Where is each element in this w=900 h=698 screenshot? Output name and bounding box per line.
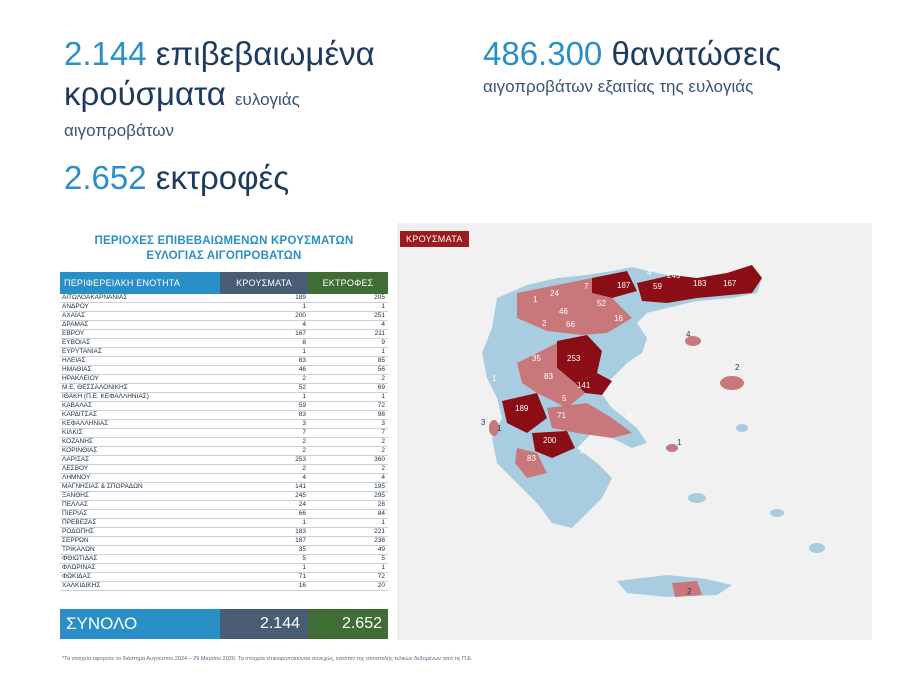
map-label: 245 [667, 271, 681, 280]
cases-cell: 3 [220, 420, 308, 429]
region-cell: ΑΝΔΡΟΥ [60, 303, 220, 312]
cases-cell: 2 [220, 447, 308, 456]
cases-cell: 245 [220, 492, 308, 501]
cases-cell: 187 [220, 537, 308, 546]
region-cell: ΗΡΑΚΛΕΙΟΥ [60, 375, 220, 384]
map-label: 5 [562, 394, 567, 403]
table-row [60, 384, 388, 393]
table-row [60, 456, 388, 465]
farms-text: εκτροφές [155, 159, 290, 196]
table-row [60, 420, 388, 429]
map-label: 2 [542, 319, 547, 328]
table-row [60, 447, 388, 456]
map-island-dodecanese [770, 509, 784, 517]
region-cell: ΛΑΡΙΣΑΣ [60, 456, 220, 465]
cases-text2: κρούσματα [64, 75, 226, 112]
table-row [60, 555, 388, 564]
cases-cell: 253 [220, 456, 308, 465]
map-label: 2 [735, 363, 740, 372]
table-row [60, 375, 388, 384]
map-label: 1 [533, 295, 538, 304]
total-row [60, 609, 388, 639]
header-region: ΠΕΡΙΦΕΡΕΙΑΚΗ ΕΝΟΤΗΤΑ [60, 272, 220, 294]
table-row [60, 474, 388, 483]
region-cell: ΦΩΚΙΔΑΣ [60, 573, 220, 582]
cases-cell: 1 [220, 348, 308, 357]
map-label: 141 [577, 381, 591, 390]
region-cell: ΗΛΕΙΑΣ [60, 357, 220, 366]
cases-cell: 4 [220, 474, 308, 483]
table-body [60, 294, 388, 591]
region-cell: ΦΘΙΩΤΙΔΑΣ [60, 555, 220, 564]
map-label: 167 [723, 279, 737, 288]
map-island-chios [736, 424, 748, 432]
region-cell: ΚΟΡΙΝΘΙΑΣ [60, 447, 220, 456]
map-label: 52 [597, 299, 606, 308]
farms-number: 2.652 [64, 159, 147, 196]
farms-cell: 20 [308, 582, 388, 591]
map-label: 83 [544, 372, 553, 381]
table-title-line2: ΕΥΛΟΓΙΑΣ ΑΙΓΟΠΡΟΒΑΤΩΝ [146, 250, 302, 262]
table-row [60, 483, 388, 492]
region-cell: ΜΑΓΝΗΣΙΑΣ & ΣΠΟΡΑΔΩΝ [60, 483, 220, 492]
table-row [60, 546, 388, 555]
map-label: 1 [497, 424, 502, 433]
cases-table [60, 272, 388, 591]
farms-cell: 28 [308, 501, 388, 510]
cases-cell: 2 [220, 438, 308, 447]
table-header-row [60, 272, 388, 294]
table-row [60, 321, 388, 330]
cases-cell: 2 [220, 465, 308, 474]
farms-cell: 7 [308, 429, 388, 438]
footnote: *Τα στοιχεία αφορούν το διάστημα Αυγούστου 2024 – 29 Μαρτίου 2026. Τα στοιχεία επικαιροποιούνται συνεχώς, κατόπιν της αποστολής τελικών δεδομένων από τις Π.Ε. [62, 656, 473, 662]
farms-cell: 5 [308, 555, 388, 564]
region-cell: ΚΕΦΑΛΛΗΝΙΑΣ [60, 420, 220, 429]
table-row [60, 510, 388, 519]
farms-cell: 2 [308, 375, 388, 384]
cases-cell: 35 [220, 546, 308, 555]
cases-cell: 1 [220, 393, 308, 402]
table-row [60, 492, 388, 501]
map-label: 59 [653, 282, 662, 291]
region-cell: ΙΘΑΚΗ (Π.Ε. ΚΕΦΑΛΛΗΝΙΑΣ) [60, 393, 220, 402]
cases-cell: 189 [220, 294, 308, 303]
region-cell: ΧΑΛΚΙΔΙΚΗΣ [60, 582, 220, 591]
table-row [60, 411, 388, 420]
cases-text1: επιβεβαιωμένα [155, 35, 375, 72]
farms-cell: 238 [308, 537, 388, 546]
headline-farms [64, 158, 289, 198]
farms-cell: 56 [308, 366, 388, 375]
cases-cell: 83 [220, 411, 308, 420]
farms-cell: 211 [308, 330, 388, 339]
farms-cell: 98 [308, 411, 388, 420]
map-label: 200 [543, 436, 557, 445]
deaths-text: θανατώσεις [611, 35, 782, 72]
cases-cell: 83 [220, 357, 308, 366]
map-label: 189 [515, 404, 529, 413]
map-island-cyclades [688, 493, 706, 503]
headline-deaths [483, 34, 883, 98]
headline-cases [64, 34, 444, 142]
cases-text3: ευλογιάς [234, 90, 300, 109]
map-label: 83 [527, 454, 536, 463]
table-row [60, 357, 388, 366]
table-row [60, 537, 388, 546]
map-label: 8 [627, 411, 632, 420]
map-label: 253 [567, 354, 581, 363]
region-cell: ΚΟΖΑΝΗΣ [60, 438, 220, 447]
cases-cell: 16 [220, 582, 308, 591]
farms-cell: 2 [308, 447, 388, 456]
region-cell: ΠΕΛΛΑΣ [60, 501, 220, 510]
farms-cell: 72 [308, 573, 388, 582]
table-row [60, 465, 388, 474]
farms-cell: 195 [308, 483, 388, 492]
farms-cell: 221 [308, 528, 388, 537]
map-island-lesvos [720, 376, 744, 390]
cases-number: 2.144 [64, 35, 147, 72]
region-cell: ΕΥΡΥΤΑΝΙΑΣ [60, 348, 220, 357]
region-cell: ΤΡΙΚΑΛΩΝ [60, 546, 220, 555]
map-label: 4 [686, 330, 691, 339]
table-title-line1: ΠΕΡΙΟΧΕΣ ΕΠΙΒΕΒΑΙΩΜΕΝΩΝ ΚΡΟΥΣΜΑΤΩΝ [94, 235, 354, 247]
table-row [60, 519, 388, 528]
farms-cell: 1 [308, 348, 388, 357]
cases-cell: 1 [220, 564, 308, 573]
map-label: 2 [687, 587, 692, 596]
cases-cell: 1 [220, 519, 308, 528]
table-row [60, 330, 388, 339]
table-row [60, 564, 388, 573]
farms-cell: 49 [308, 546, 388, 555]
cases-cell: 8 [220, 339, 308, 348]
farms-cell: 2 [308, 465, 388, 474]
table-row [60, 303, 388, 312]
cases-cell: 4 [220, 321, 308, 330]
greece-map [397, 223, 872, 640]
total-label: ΣΥΝΟΛΟ [60, 609, 220, 639]
region-cell: ΑΧΑΪΑΣ [60, 312, 220, 321]
table-row [60, 366, 388, 375]
region-cell: ΗΜΑΘΙΑΣ [60, 366, 220, 375]
map-label: 35 [532, 354, 541, 363]
farms-cell: 360 [308, 456, 388, 465]
table-row [60, 402, 388, 411]
table-row [60, 393, 388, 402]
map-label: 7 [584, 282, 589, 291]
table-row [60, 339, 388, 348]
table-row [60, 429, 388, 438]
cases-text4: αιγοπροβάτων [64, 121, 175, 140]
map-label: 71 [557, 411, 566, 420]
cases-cell: 5 [220, 555, 308, 564]
table-row [60, 348, 388, 357]
deaths-sub: αιγοπροβάτων εξαιτίας της ευλογιάς [483, 77, 754, 96]
table-row [60, 573, 388, 582]
region-cell: ΚΑΒΑΛΑΣ [60, 402, 220, 411]
table-row [60, 294, 388, 303]
header-cases: ΚΡΟΥΣΜΑΤΑ [220, 272, 308, 294]
farms-cell: 9 [308, 339, 388, 348]
cases-cell: 59 [220, 402, 308, 411]
farms-cell: 84 [308, 510, 388, 519]
map-label: 183 [693, 279, 707, 288]
region-cell: ΛΕΣΒΟΥ [60, 465, 220, 474]
region-cell: ΛΗΜΝΟΥ [60, 474, 220, 483]
map-label: 2 [580, 446, 585, 455]
table-row [60, 312, 388, 321]
farms-cell: 295 [308, 492, 388, 501]
region-cell: ΣΕΡΡΩΝ [60, 537, 220, 546]
region-cell: ΠΡΕΒΕΖΑΣ [60, 519, 220, 528]
farms-cell: 2 [308, 438, 388, 447]
farms-cell: 4 [308, 321, 388, 330]
farms-cell: 1 [308, 303, 388, 312]
map-label: 3 [481, 418, 486, 427]
farms-cell: 1 [308, 564, 388, 573]
region-cell: ΦΛΩΡΙΝΑΣ [60, 564, 220, 573]
map-label: 66 [566, 320, 575, 329]
region-cell: ΚΑΡΔΙΤΣΑΣ [60, 411, 220, 420]
farms-cell: 72 [308, 402, 388, 411]
header-farms: ΕΚΤΡΟΦΕΣ [308, 272, 388, 294]
cases-cell: 167 [220, 330, 308, 339]
map-label: 16 [614, 314, 623, 323]
region-cell: ΕΥΒΟΙΑΣ [60, 339, 220, 348]
deaths-number: 486.300 [483, 35, 603, 72]
cases-cell: 24 [220, 501, 308, 510]
cases-cell: 2 [220, 375, 308, 384]
table-row [60, 438, 388, 447]
cases-cell: 46 [220, 366, 308, 375]
farms-cell: 1 [308, 393, 388, 402]
table-row [60, 582, 388, 591]
cases-cell: 7 [220, 429, 308, 438]
cases-cell: 71 [220, 573, 308, 582]
map-label: 187 [617, 281, 631, 290]
region-cell: Μ.Ε. ΘΕΣΣΑΛΟΝΙΚΗΣ [60, 384, 220, 393]
map-label: 1 [677, 438, 682, 447]
farms-cell: 69 [308, 384, 388, 393]
region-cell: ΑΙΤΩΛΟΑΚΑΡΝΑΝΙΑΣ [60, 294, 220, 303]
map-legend: ΚΡΟΥΣΜΑΤΑ [400, 231, 469, 247]
cases-cell: 141 [220, 483, 308, 492]
cases-cell: 1 [220, 303, 308, 312]
farms-cell: 251 [308, 312, 388, 321]
table-title [60, 234, 388, 264]
region-cell: ΡΟΔΟΠΗΣ [60, 528, 220, 537]
region-cell: ΔΡΑΜΑΣ [60, 321, 220, 330]
region-cell: ΞΑΝΘΗΣ [60, 492, 220, 501]
map-island-rhodes [809, 543, 825, 553]
region-cell: ΠΙΕΡΙΑΣ [60, 510, 220, 519]
region-cell: ΕΒΡΟΥ [60, 330, 220, 339]
map-label: 4 [647, 268, 652, 277]
cases-cell: 183 [220, 528, 308, 537]
total-farms: 2.652 [308, 609, 388, 639]
map-label: 1 [492, 374, 497, 383]
table-row [60, 528, 388, 537]
table-row [60, 501, 388, 510]
farms-cell: 3 [308, 420, 388, 429]
cases-cell: 66 [220, 510, 308, 519]
farms-cell: 85 [308, 357, 388, 366]
cases-cell: 200 [220, 312, 308, 321]
farms-cell: 205 [308, 294, 388, 303]
map-label: 24 [550, 289, 559, 298]
farms-cell: 1 [308, 519, 388, 528]
map-label: 46 [559, 307, 568, 316]
cases-cell: 52 [220, 384, 308, 393]
total-cases: 2.144 [220, 609, 308, 639]
region-cell: ΚΙΛΚΙΣ [60, 429, 220, 438]
farms-cell: 4 [308, 474, 388, 483]
